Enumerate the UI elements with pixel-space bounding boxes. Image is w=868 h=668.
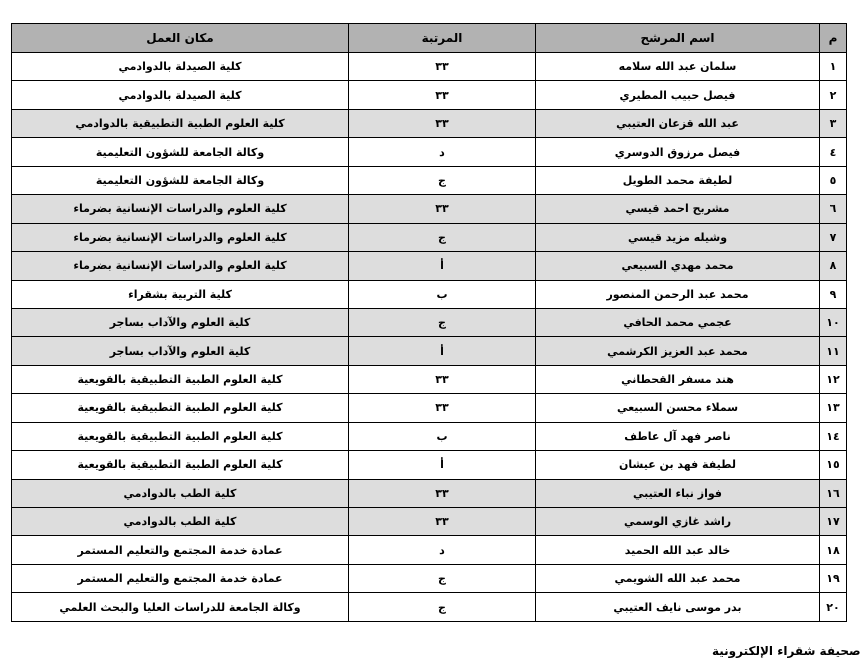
cell-rank: ٣٣ — [349, 479, 536, 507]
candidates-table — [11, 23, 847, 622]
table-row — [12, 508, 847, 536]
cell-rank: ج — [349, 308, 536, 336]
cell-row-number: ١٧ — [820, 508, 847, 536]
cell-rank: ٣٣ — [349, 394, 536, 422]
cell-candidate-name: فواز نباء العتيبي — [536, 479, 820, 507]
cell-row-number: ٧ — [820, 223, 847, 251]
table-row — [12, 138, 847, 166]
cell-candidate-name: وشيله مزيد قيسي — [536, 223, 820, 251]
cell-workplace: كلية الصيدلة بالدوادمي — [12, 53, 349, 81]
cell-rank: ٣٣ — [349, 53, 536, 81]
cell-candidate-name: هند مسفر القحطاني — [536, 365, 820, 393]
cell-row-number: ٦ — [820, 195, 847, 223]
cell-candidate-name: مشربح احمد قيسي — [536, 195, 820, 223]
cell-row-number: ١٥ — [820, 451, 847, 479]
table-row — [12, 308, 847, 336]
table-row — [12, 593, 847, 621]
cell-workplace: كلية العلوم الطبية التطبيقية بالقويعية — [12, 394, 349, 422]
cell-rank: ج — [349, 564, 536, 592]
table-body — [12, 53, 847, 622]
cell-rank: أ — [349, 337, 536, 365]
cell-candidate-name: لطيفة فهد بن عيشان — [536, 451, 820, 479]
cell-rank: ب — [349, 280, 536, 308]
cell-row-number: ١ — [820, 53, 847, 81]
cell-candidate-name: محمد عبد الرحمن المنصور — [536, 280, 820, 308]
cell-row-number: ٢ — [820, 81, 847, 109]
cell-rank: ٣٣ — [349, 508, 536, 536]
cell-row-number: ٢٠ — [820, 593, 847, 621]
cell-workplace: كلية العلوم الطبية التطبيقية بالقويعية — [12, 365, 349, 393]
cell-workplace: كلية الطب بالدوادمي — [12, 479, 349, 507]
cell-workplace: كلية العلوم الطبية التطبيقية بالدوادمي — [12, 109, 349, 137]
cell-row-number: ١٤ — [820, 422, 847, 450]
cell-rank: ب — [349, 422, 536, 450]
cell-candidate-name: محمد عبد العزيز الكرشمي — [536, 337, 820, 365]
table-row — [12, 81, 847, 109]
cell-rank: ٣٣ — [349, 109, 536, 137]
cell-workplace: كلية الطب بالدوادمي — [12, 508, 349, 536]
cell-candidate-name: محمد عبد الله الشويمي — [536, 564, 820, 592]
table-row — [12, 365, 847, 393]
table-row — [12, 564, 847, 592]
cell-row-number: ١٦ — [820, 479, 847, 507]
table-row — [12, 195, 847, 223]
cell-candidate-name: خالد عبد الله الحميد — [536, 536, 820, 564]
table-row — [12, 223, 847, 251]
cell-rank: ٣٣ — [349, 365, 536, 393]
header-row-number: م — [820, 24, 847, 53]
cell-row-number: ٥ — [820, 166, 847, 194]
cell-row-number: ١١ — [820, 337, 847, 365]
table-row — [12, 536, 847, 564]
cell-workplace: عمادة خدمة المجتمع والتعليم المستمر — [12, 564, 349, 592]
cell-rank: ج — [349, 593, 536, 621]
table-row — [12, 422, 847, 450]
cell-rank: أ — [349, 252, 536, 280]
cell-candidate-name: ناصر فهد آل عاطف — [536, 422, 820, 450]
table-row — [12, 109, 847, 137]
cell-row-number: ١٠ — [820, 308, 847, 336]
cell-workplace: كلية العلوم الطبية التطبيقية بالقويعية — [12, 451, 349, 479]
source-credit: صحيفة شقراء الإلكترونية — [712, 644, 861, 658]
cell-workplace: كلية الصيدلة بالدوادمي — [12, 81, 349, 109]
cell-rank: ج — [349, 223, 536, 251]
cell-workplace: عمادة خدمة المجتمع والتعليم المستمر — [12, 536, 349, 564]
cell-rank: ٣٣ — [349, 81, 536, 109]
header-candidate-name: اسم المرشح — [536, 24, 820, 53]
cell-candidate-name: راشد غازي الوسمي — [536, 508, 820, 536]
table-header-row — [12, 24, 847, 53]
cell-row-number: ٨ — [820, 252, 847, 280]
cell-rank: د — [349, 138, 536, 166]
cell-candidate-name: محمد مهدي السبيعي — [536, 252, 820, 280]
table-row — [12, 280, 847, 308]
cell-rank: ج — [349, 166, 536, 194]
cell-candidate-name: بدر موسى نايف العتيبي — [536, 593, 820, 621]
cell-workplace: كلية العلوم والآداب بساجر — [12, 308, 349, 336]
table-row — [12, 53, 847, 81]
cell-workplace: كلية العلوم الطبية التطبيقية بالقويعية — [12, 422, 349, 450]
cell-row-number: ٣ — [820, 109, 847, 137]
cell-candidate-name: عجمي محمد الحافي — [536, 308, 820, 336]
table-row — [12, 479, 847, 507]
header-workplace: مكان العمل — [12, 24, 349, 53]
cell-candidate-name: فيصل مرزوق الدوسري — [536, 138, 820, 166]
cell-candidate-name: عبد الله قزعان العتيبي — [536, 109, 820, 137]
cell-workplace: كلية التربية بشقراء — [12, 280, 349, 308]
table-row — [12, 252, 847, 280]
cell-rank: أ — [349, 451, 536, 479]
cell-candidate-name: لطيفة محمد الطويل — [536, 166, 820, 194]
cell-rank: ٣٣ — [349, 195, 536, 223]
cell-candidate-name: فيصل حبيب المطيري — [536, 81, 820, 109]
cell-row-number: ٩ — [820, 280, 847, 308]
table-row — [12, 166, 847, 194]
cell-workplace: كلية العلوم والدراسات الإنسانية بضرماء — [12, 223, 349, 251]
cell-row-number: ١٨ — [820, 536, 847, 564]
cell-candidate-name: سلمان عبد الله سلامه — [536, 53, 820, 81]
cell-workplace: وكالة الجامعة للشؤون التعليمية — [12, 166, 349, 194]
cell-row-number: ٤ — [820, 138, 847, 166]
cell-workplace: كلية العلوم والدراسات الإنسانية بضرماء — [12, 252, 349, 280]
cell-candidate-name: سملاء محسن السبيعي — [536, 394, 820, 422]
cell-row-number: ١٣ — [820, 394, 847, 422]
cell-workplace: كلية العلوم والدراسات الإنسانية بضرماء — [12, 195, 349, 223]
cell-workplace: وكالة الجامعة للدراسات العليا والبحث العلمي — [12, 593, 349, 621]
cell-rank: د — [349, 536, 536, 564]
header-rank: المرتبة — [349, 24, 536, 53]
cell-row-number: ١٢ — [820, 365, 847, 393]
cell-workplace: كلية العلوم والآداب بساجر — [12, 337, 349, 365]
table-row — [12, 394, 847, 422]
table-row — [12, 337, 847, 365]
cell-workplace: وكالة الجامعة للشؤون التعليمية — [12, 138, 349, 166]
cell-row-number: ١٩ — [820, 564, 847, 592]
table-row — [12, 451, 847, 479]
